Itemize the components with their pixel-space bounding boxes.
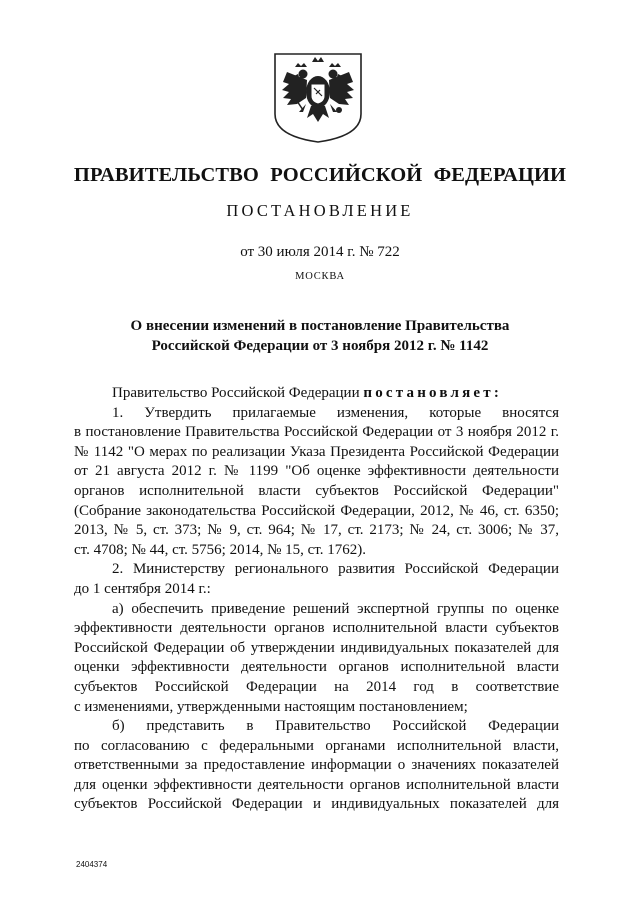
- document-date-number: от 30 июля 2014 г. № 722: [240, 244, 400, 260]
- body-line: 2013, № 5, ст. 373; № 9, ст. 964; № 17, ст. 2173; № 24, ст. 3006; № 37,: [74, 522, 559, 539]
- body-line: субъектов Российской Федерации и индивидуальных показателей для: [74, 796, 559, 813]
- body-line: в постановление Правительства Российской Федерации от 3 ноября 2012 г.: [74, 424, 559, 441]
- subject-line: О внесении изменений в постановление Правительства: [130, 318, 510, 334]
- body-line: от 21 августа 2012 г. № 1199 "Об оценке эффективности деятельности: [74, 463, 559, 480]
- body-line: 2. Министерству регионального развития Российской Федерации: [112, 561, 559, 578]
- body-line: № 1142 "О мерах по реализации Указа Президента Российской Федерации: [74, 443, 559, 460]
- body-line: для оценки эффективности деятельности органов исполнительной власти: [74, 776, 559, 793]
- body-line: 1. Утвердить прилагаемые изменения, которые вносятся: [112, 404, 559, 421]
- body-line: оценки эффективности деятельности органов исполнительной власти: [74, 659, 559, 676]
- document-body: [74, 384, 559, 815]
- body-line: с изменениями, утвержденными настоящим постановлением;: [74, 698, 468, 715]
- barcode-number: 2404374: [76, 860, 108, 869]
- preamble-resolves: постановляет:: [363, 385, 503, 401]
- government-title: ПРАВИТЕЛЬСТВО РОССИЙСКОЙ ФЕДЕРАЦИИ: [73, 164, 567, 186]
- body-line: б) представить в Правительство Российской Федерации: [112, 718, 559, 735]
- body-line: Российской Федерации об утверждении индивидуальных показателей для: [74, 639, 559, 656]
- body-line: до 1 сентября 2014 г.:: [74, 580, 211, 597]
- document-type: ПОСТАНОВЛЕНИЕ: [226, 201, 414, 220]
- body-line: эффективности деятельности органов исполнительной власти субъектов: [74, 620, 559, 637]
- preamble-line: [74, 384, 559, 404]
- body-line: ответственными за предоставление информации о значениях показателей: [74, 757, 559, 774]
- body-line: ст. 4708; № 44, ст. 5756; 2014, № 15, ст. 1762).: [74, 541, 366, 558]
- body-line: по согласованию с федеральными органами исполнительной власти,: [74, 737, 559, 754]
- preamble-text: Правительство Российской Федерации: [112, 385, 364, 401]
- body-line: субъектов Российской Федерации на 2014 год в соответствие: [74, 678, 559, 695]
- body-line: органов исполнительной власти субъектов Российской Федерации": [74, 482, 559, 499]
- subject-line: Российской Федерации от 3 ноября 2012 г. № 1142: [151, 338, 489, 354]
- issuing-city: МОСКВА: [295, 271, 345, 282]
- body-line: (Собрание законодательства Российской Федерации, 2012, № 46, ст. 6350;: [74, 502, 559, 519]
- coat-of-arms-icon: [273, 52, 363, 144]
- document-subject: [0, 316, 640, 356]
- body-line: а) обеспечить приведение решений экспертной группы по оценке: [112, 600, 559, 617]
